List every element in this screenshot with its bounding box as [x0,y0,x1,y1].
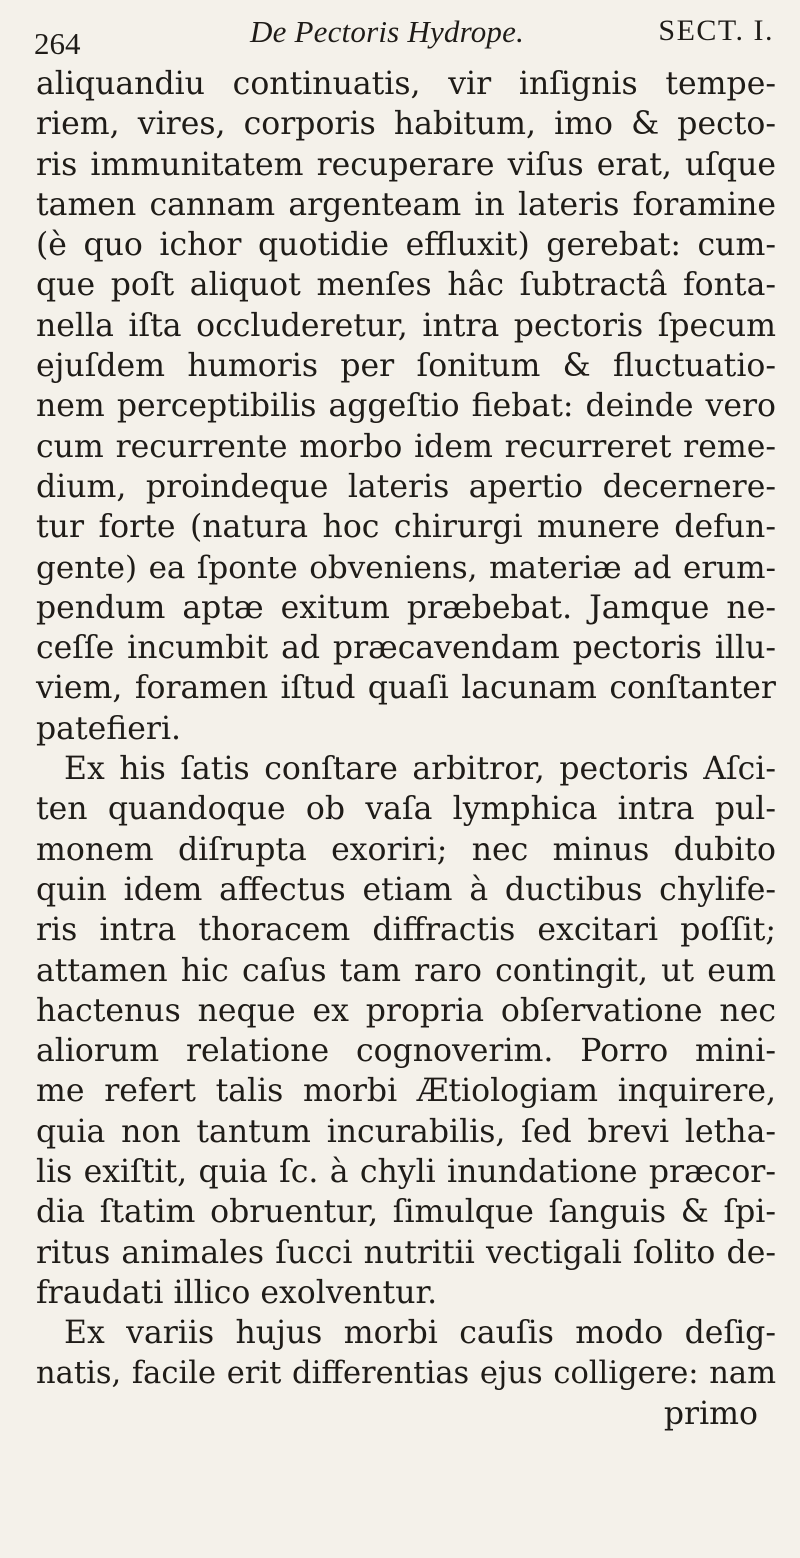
text-line: quin idem affectus etiam à ductibus chylife- [36,871,776,908]
section-label: SECT. I. [658,14,774,47]
text-line: (è quo ichor quotidie effluxit) gerebat: cum- [36,227,776,264]
text-line: tamen cannam argenteam in lateris foramine [36,186,776,223]
text-line: ritus animales ſucci nutritii vectigali ſolito de- [36,1234,776,1271]
text-line: aliquandiu continuatis, vir inſignis tempe- [36,66,776,102]
running-header [22,8,780,61]
text-line: dium, proindeque lateris apertio decernere- [36,468,776,505]
text-line: monem diſrupta exoriri; nec minus dubito [36,831,776,868]
text-line: hactenus neque ex propria obſervatione nec [36,992,776,1029]
text-line: natis, facile erit differentias ejus colligere: nam [36,1355,776,1391]
text-line: ris immunitatem recuperare viſus erat, uſque [36,146,776,183]
text-line: que poſt aliquot menſes hâc ſubtractâ fonta- [36,267,776,304]
text-line: cum recurrente morbo idem recurreret reme- [36,428,776,465]
text-line: nella iſta occluderetur, intra pectoris ſpecum [36,307,776,344]
text-line: dia ſtatim obruentur, ſimulque ſanguis & ſpi- [36,1194,776,1231]
paragraph-end-line: fraudati illico exolventur. [36,1274,438,1311]
text-line: ejuſdem humoris per ſonitum & fluctuatio- [36,348,776,385]
text-line: nem perceptibilis aggeſtio fiebat: deinde vero [36,388,776,425]
text-line: riem, vires, corporis habitum, imo & pecto- [36,106,776,143]
text-line: tur forte (natura hoc chirurgi munere defun- [36,509,776,546]
paragraph-start-line: Ex his ſatis conſtare arbitror, pectoris Aſci- [64,751,776,788]
text-line: viem, foramen iſtud quaſi lacunam conſtanter [36,670,776,707]
text-line: lis exiſtit, quia ſc. à chyli inundatione præcor- [36,1154,776,1191]
paragraph-start-line: Ex variis hujus morbi cauſis modo deſig- [64,1315,776,1352]
text-line: pendum aptæ exitum præbebat. Jamque ne- [36,589,776,626]
page-number: 264 [34,26,81,61]
text-line: ceſſe incumbit ad præcavendam pectoris illu- [36,630,776,667]
text-line: me refert talis morbi Ætiologiam inquirere, [36,1073,776,1110]
text-line: quia non tantum incurabilis, ſed brevi letha- [36,1113,776,1150]
running-title: De Pectoris Hydrope. [250,14,525,49]
paragraph-end-line: patefieri. [36,710,182,747]
text-line: gente) ea ſponte obveniens, materiæ ad erum- [36,549,776,586]
text-body [36,64,776,1434]
text-line: ris intra thoracem diffractis excitari poſſit; [36,912,776,949]
text-line: aliorum relatione cognoverim. Porro mini- [36,1033,776,1070]
catchword: primo [663,1395,758,1432]
text-line: attamen hic caſus tam raro contingit, ut eum [36,952,776,989]
text-line: ten quandoque ob vaſa lymphica intra pul- [36,791,776,828]
